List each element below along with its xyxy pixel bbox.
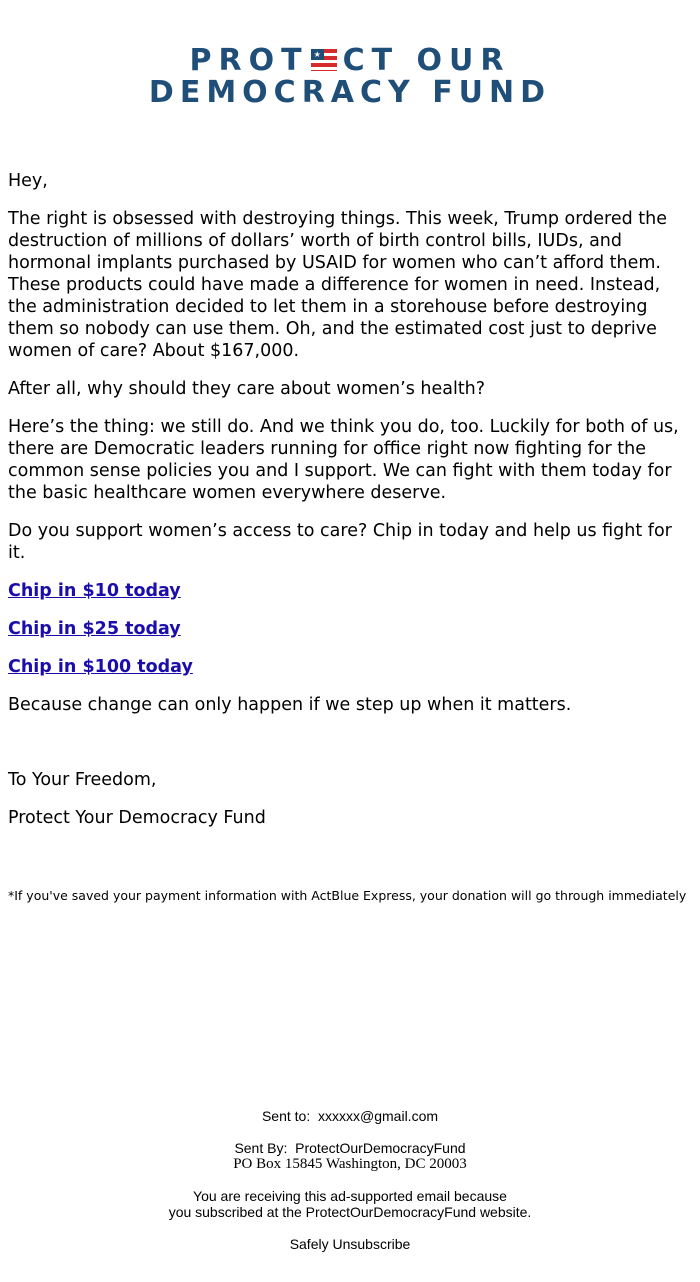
flag-icon [311,49,337,71]
donate-100-link[interactable]: Chip in $100 today [8,657,193,677]
sent-by-label: Sent By: [234,1140,288,1156]
donate-10-link[interactable]: Chip in $10 today [8,581,181,601]
sent-by-line [0,1140,700,1156]
sent-by-value: ProtectOurDemocracyFund [295,1140,466,1156]
donate-25-link[interactable]: Chip in $25 today [8,619,181,639]
logo-line-1 [0,45,700,77]
star-icon: ★ [313,50,321,59]
donate-25-row [8,618,693,640]
unsubscribe-link[interactable]: Safely Unsubscribe [289,1236,411,1252]
unsubscribe-row [0,1236,700,1252]
actblue-disclaimer: *If you've saved your payment information with ActBlue Express, your donation will go through immediately [8,888,687,903]
logo-line-2: DEMOCRACY FUND [148,75,552,110]
closing-line: Because change can only happen if we step up when it matters. [8,695,572,715]
subscription-reason-1: You are receiving this ad-supported email because [193,1188,507,1204]
fund-logo [0,45,700,109]
sent-to-label: Sent to: [261,1108,311,1124]
email-body [8,170,693,732]
body-paragraph-1: The right is obsessed with destroying things. This week, Trump ordered the destruction of millions of dollars’ worth of birth control bills, IUDs, and hormonal implants purchased by USAID for women who can’t afford them. These products could have made a difference for women in need. Instead, the administration decided to let them in a storehouse before destroying them so nobody can use them. Oh, and the estimated cost just to deprive women of care? About $167,000. [8,209,667,361]
logo-text-ct-our: CT OUR [342,43,511,78]
mailing-address: PO Box 15845 Washington, DC 20003 [233,1156,467,1172]
sent-to-line [0,1108,700,1124]
greeting: Hey, [8,171,48,191]
signoff: To Your Freedom, [8,770,157,790]
body-paragraph-2: After all, why should they care about women’s health? [8,379,486,399]
donate-100-row [8,656,693,678]
signature: Protect Your Democracy Fund [8,808,266,828]
email-footer [0,1108,700,1252]
body-paragraph-4: Do you support women’s access to care? Chip in today and help us fight for it. [8,521,672,563]
signoff-block [8,769,266,845]
body-paragraph-3: Here’s the thing: we still do. And we think you do, too. Luckily for both of us, there are Democratic leaders running for office right now fighting for the common sense policies you and I support. We can fight with them today for the basic healthcare women everywhere deserve. [8,417,679,503]
logo-text-prot: PROT [189,43,309,78]
sent-to-email: xxxxxx@gmail.com [318,1108,439,1124]
flag-canton [311,49,324,60]
subscription-reason-2: you subscribed at the ProtectOurDemocracyFund website. [168,1204,532,1220]
donate-10-row [8,580,693,602]
